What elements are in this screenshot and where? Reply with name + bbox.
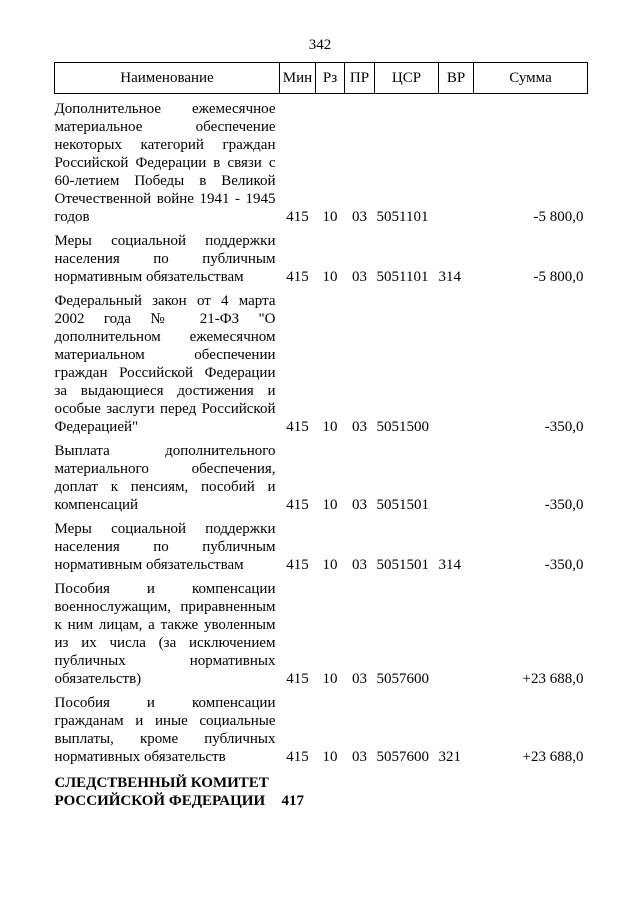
row-min: 415 bbox=[286, 557, 309, 573]
row-name: Федеральный закон от 4 марта 2002 года № 21-ФЗ "О дополнительном ежемесячном материальном обеспечении граждан Российской Федерации за выдающиеся достижения и особые заслуги перед Российской Федерацией" bbox=[54, 293, 276, 435]
row-sum: +23 688,0 bbox=[522, 671, 584, 687]
row-csr: 5051101 bbox=[376, 209, 429, 225]
row-csr: 5057600 bbox=[376, 671, 429, 687]
header-sum: Сумма bbox=[474, 63, 588, 94]
header-name: Наименование bbox=[55, 63, 280, 94]
row-min: 415 bbox=[286, 497, 309, 513]
row-pr: 03 bbox=[352, 269, 367, 285]
row-csr: 5051101 bbox=[376, 269, 429, 285]
row-csr: 5051501 bbox=[376, 557, 429, 573]
row-vr bbox=[439, 436, 474, 514]
row-vr bbox=[439, 286, 474, 436]
row-vr bbox=[439, 574, 474, 688]
row-csr: 5051501 bbox=[376, 497, 429, 513]
row-sum: -350,0 bbox=[544, 557, 584, 573]
row-rz: 10 bbox=[322, 749, 338, 765]
row-sum: -5 800,0 bbox=[533, 209, 584, 225]
row-pr: 03 bbox=[352, 671, 367, 687]
row-vr: 321 bbox=[438, 749, 461, 765]
row-csr: 5057600 bbox=[376, 749, 429, 765]
table-row bbox=[55, 688, 588, 766]
row-pr: 03 bbox=[352, 497, 367, 513]
header-vr: ВР bbox=[439, 63, 474, 94]
row-rz: 10 bbox=[322, 209, 338, 225]
row-sum: +23 688,0 bbox=[522, 749, 584, 765]
row-pr: 03 bbox=[352, 209, 367, 225]
row-csr: 5051500 bbox=[376, 419, 429, 435]
row-min: 415 bbox=[286, 671, 309, 687]
row-sum: -350,0 bbox=[544, 419, 584, 435]
budget-table bbox=[54, 62, 588, 810]
row-rz: 10 bbox=[322, 671, 338, 687]
row-min: 415 bbox=[286, 749, 309, 765]
row-vr: 314 bbox=[438, 557, 461, 573]
header-min: Мин bbox=[280, 63, 316, 94]
row-sum: -5 800,0 bbox=[533, 269, 584, 285]
page-number: 342 bbox=[308, 37, 332, 53]
row-name: Пособия и компенсации военнослужащим, приравненным к ним лицам, а также уволенным из их числа (за исключением публичных нормативных обязательств) bbox=[54, 581, 276, 687]
table-body bbox=[55, 94, 588, 811]
row-pr: 03 bbox=[352, 557, 367, 573]
header-csr: ЦСР bbox=[375, 63, 439, 94]
row-name: Пособия и компенсации гражданам и иные социальные выплаты, кроме публичных нормативных обязательств bbox=[54, 695, 276, 765]
row-pr: 03 bbox=[352, 419, 367, 435]
row-name: Меры социальной поддержки населения по публичным нормативным обязательствам bbox=[54, 233, 276, 285]
row-name: Дополнительное ежемесячное материальное обеспечение некоторых категорий граждан Российской Федерации в связи с 60-летием Победы в Великой Отечественной войне 1941 - 1945 годов bbox=[54, 101, 276, 225]
row-pr: 03 bbox=[352, 749, 367, 765]
row-min: 415 bbox=[286, 269, 309, 285]
row-rz: 10 bbox=[322, 419, 338, 435]
row-rz: 10 bbox=[322, 557, 338, 573]
section-min: 417 bbox=[281, 793, 304, 809]
row-min: 415 bbox=[286, 209, 309, 225]
row-rz: 10 bbox=[322, 497, 338, 513]
row-sum: -350,0 bbox=[544, 497, 584, 513]
header-pr: ПР bbox=[345, 63, 375, 94]
row-rz: 10 bbox=[322, 269, 338, 285]
table-row bbox=[55, 514, 588, 574]
table-row bbox=[55, 436, 588, 514]
section-name: СЛЕДСТВЕННЫЙ КОМИТЕТ РОССИЙСКОЙ ФЕДЕРАЦИИ bbox=[54, 775, 269, 809]
table-row bbox=[55, 286, 588, 436]
row-min: 415 bbox=[286, 419, 309, 435]
header-rz: Рз bbox=[316, 63, 345, 94]
table-row bbox=[55, 574, 588, 688]
row-vr bbox=[439, 94, 474, 227]
table-row bbox=[55, 226, 588, 286]
table-header bbox=[55, 63, 588, 94]
section-row bbox=[55, 766, 588, 810]
table-row bbox=[55, 94, 588, 227]
row-name: Выплата дополнительного материального обеспечения, доплат к пенсиям, пособий и компенсаций bbox=[54, 443, 276, 513]
row-vr: 314 bbox=[438, 269, 461, 285]
row-name: Меры социальной поддержки населения по публичным нормативным обязательствам bbox=[54, 521, 276, 573]
